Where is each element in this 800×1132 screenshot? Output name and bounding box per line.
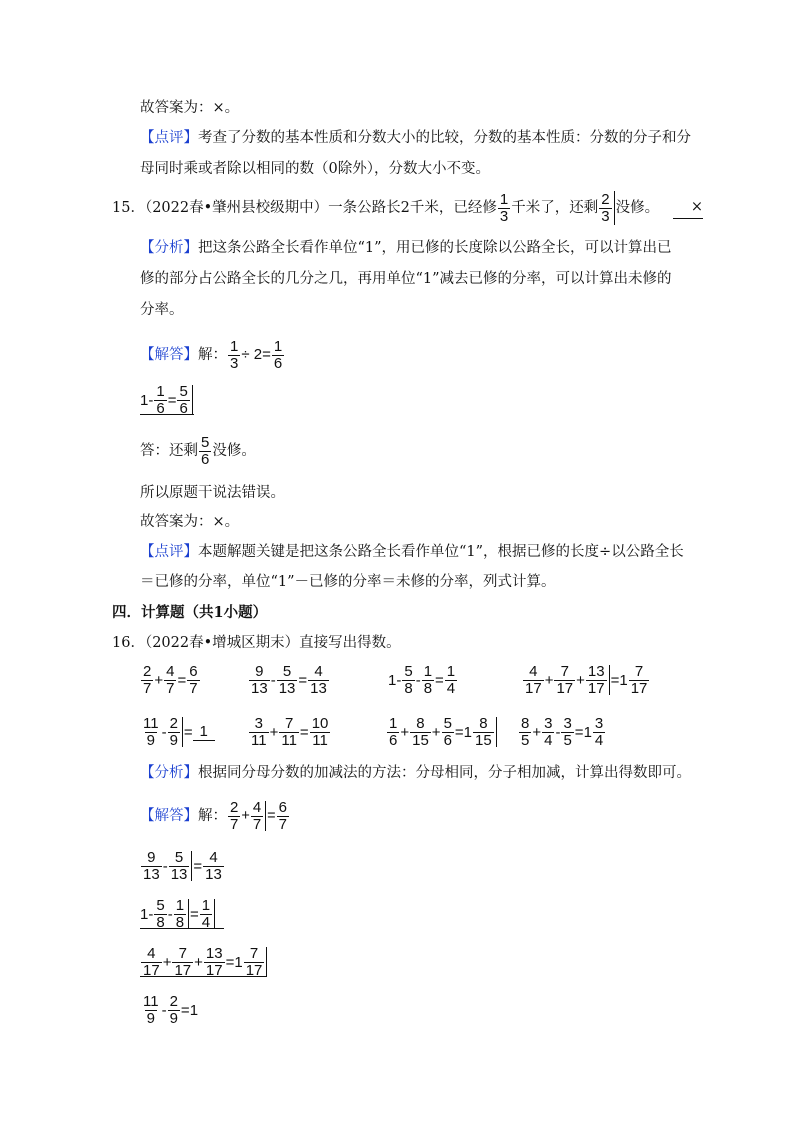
fraction: $\frac{2}{3}$ <box>601 190 610 225</box>
underline <box>140 414 194 415</box>
underline <box>140 928 224 929</box>
section-heading: 四．计算题（共1小题） <box>112 604 268 621</box>
q15-solution-1: 【解答】 解： $\frac{1}{3}$ ÷ 2= $\frac{1}{6}$ <box>140 337 283 372</box>
q15-solution-2: 1- $\frac{1}{6}$ = $\frac{5}{6}$ <box>140 380 194 420</box>
exercise-1: $\frac{2}{7}$ + $\frac{4}{7}$ = $\frac{6}{7}$ <box>143 662 198 697</box>
q15-answer-statement: 答：还剩 $\frac{5}{6}$ 没修。 <box>140 433 256 468</box>
q16-solution-3: 1- $\frac{5}{8}$ - $\frac{1}{8}$ = $\frac{1}{4}$ <box>140 894 216 934</box>
q16-stem: 16．（2022春•增城区期末）直接写出得数。 <box>112 635 401 651</box>
exercise-3: 1- $\frac{5}{8}$ - $\frac{1}{8}$ = $\frac{1}{4}$ <box>388 662 456 697</box>
exercise-8: $\frac{8}{5}$ + $\frac{3}{4}$ - $\frac{3}{5}$ = 1 $\frac{3}{4}$ <box>521 714 604 749</box>
exercise-7: $\frac{1}{6}$ + $\frac{8}{15}$ + $\frac{5}{6}$ = 1 $\frac{8}{15}$ <box>386 712 498 752</box>
q15-review-1: 【点评】本题解题关键是把这条公路全长看作单位“1”，根据已修的长度÷以公路全长 <box>140 544 684 560</box>
text-cursor <box>614 191 615 225</box>
review-line-1: 【点评】考查了分数的基本性质和分数大小的比较，分数的基本性质：分数的分子和分 <box>140 130 691 146</box>
q15-analysis-2: 修的部分占公路全长的几分之几，再用单位“1”减去已修的分率，可以计算出未修的 <box>140 271 672 287</box>
exercise-5: $\frac{11}{9}$ - $\frac{2}{9}$ = 1 <box>140 712 215 752</box>
exercise-4: $\frac{4}{17}$ + $\frac{7}{17}$ + $\frac{13}{17}$ = 1 $\frac{7}{17}$ <box>525 662 648 697</box>
review-line-2: 母同时乘或者除以相同的数（0除外），分数大小不变。 <box>140 161 490 177</box>
underline <box>140 976 266 977</box>
q15-analysis-1: 【分析】把这条公路全长看作单位“1”，用已修的长度除以公路全长，可以计算出已 <box>140 240 672 256</box>
q16-solution-5: $\frac{11}{9}$ - $\frac{2}{9}$ = 1 <box>143 992 199 1027</box>
answer-line: 故答案为：×。 <box>140 100 240 116</box>
exercise-6: $\frac{3}{11}$ + $\frac{7}{11}$ = $\frac{10}{11}$ <box>251 714 329 749</box>
q15-conclusion: 所以原题干说法错误。 <box>140 485 285 501</box>
fraction: $\frac{1}{3}$ <box>499 190 509 225</box>
q15-review-2: ＝已修的分率，单位“1”－已修的分率＝未修的分率，列式计算。 <box>140 574 556 590</box>
q15-answer-line: 故答案为：×。 <box>140 514 240 530</box>
q15-answer-blank: × <box>673 197 703 219</box>
exercise-2: $\frac{9}{13}$ - $\frac{5}{13}$ = $\frac{4}{13}$ <box>251 662 327 697</box>
q16-analysis: 【分析】根据同分母分数的加减法的方法：分母相同，分子相加减，计算出得数即可。 <box>140 765 691 781</box>
review-tag: 【点评】 <box>140 130 198 146</box>
q15-stem: 15．（2022春•肇州县校级期中）一条公路长2千米，已经修 $\frac{1}{3}$ 千米了，还剩 $\frac{2}{3}$ 没修。 × <box>112 190 704 225</box>
q16-solution-1: 【解答】 解： $\frac{2}{7}$ + $\frac{4}{7}$ = $\frac{6}{7}$ <box>140 798 287 833</box>
q16-solution-2: $\frac{9}{13}$ - $\frac{5}{13}$ = $\frac{4}{13}$ <box>143 848 222 883</box>
q15-analysis-3: 分率。 <box>140 302 184 318</box>
q16-solution-4: $\frac{4}{17}$ + $\frac{7}{17}$ + $\frac{13}{17}$ = 1 $\frac{7}{17}$ <box>140 942 268 982</box>
